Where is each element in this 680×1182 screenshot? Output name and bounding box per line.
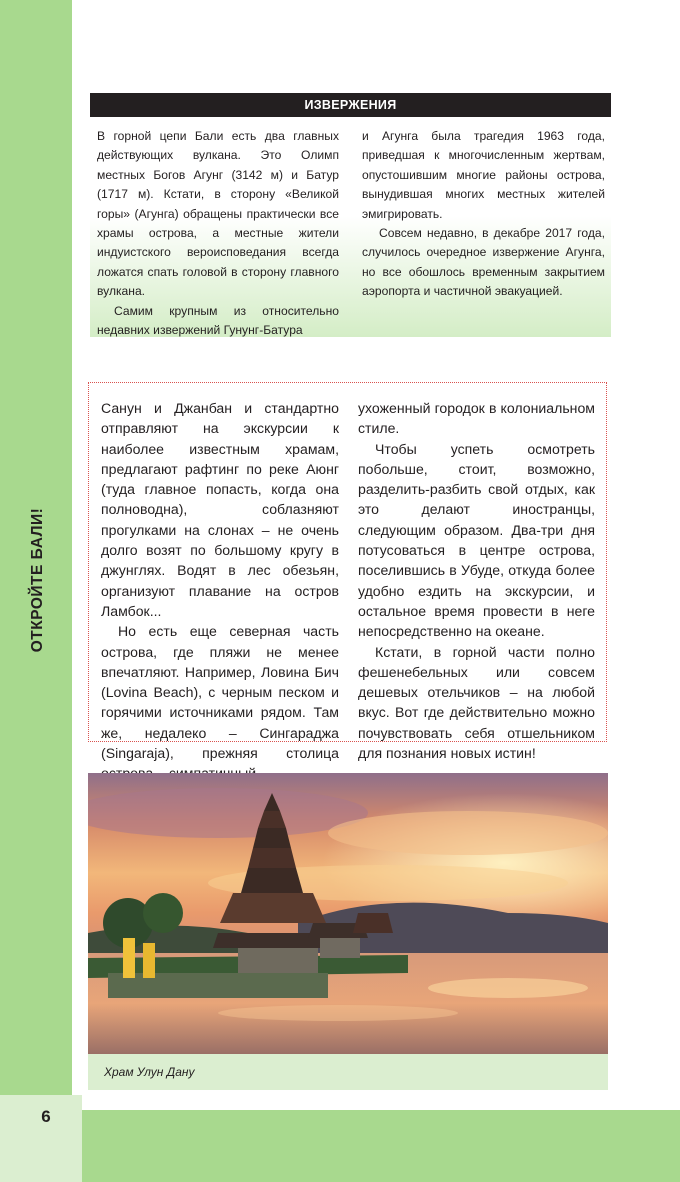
- paragraph: ухоженный городок в колониальном стиле.: [358, 400, 595, 437]
- paragraph: Санун и Джанбан и стандартно отправляют на экскурсии к наиболее известным храмам, предлагают рафтинг по реке Аюнг (туда главное попасть, когда она полноводна), соблазняют прогулками на слонах – не очень долго возят по большому кругу в джунглях. Водят в лес обезьян, организуют плавание на остров Ламбок...: [101, 400, 339, 619]
- photo-caption: Храм Улун Дану: [88, 1054, 608, 1090]
- paragraph: Совсем недавно, в декабре 2017 года, случилось очередное извержение Агунга, но все обошлось временным закрытием аэропорта и частичной эвакуацией.: [362, 226, 605, 299]
- paragraph: Самим крупным из относительно недавних извержений Гунунг-Батура: [97, 303, 339, 338]
- paragraph: Кстати, в горной части полно фешенебельных или совсем дешевых отельчиков – на любой вкус. Вот где действительно можно почувствовать себя отшельником для познания новых истин!: [358, 643, 595, 762]
- bottom-color-bar: [0, 1110, 680, 1182]
- side-chapter-title: ОТКРОЙТЕ БАЛИ!: [29, 507, 46, 653]
- paragraph: В горной цепи Бали есть два главных действующих вулкана. Это Олимп местных Богов Агунг (3142 м) и Батур (1717 м). Кстати, в сторону «Великой горы» (Агунга) обращены практически все храмы острова, а местные жители индуистского вероисповедания всегда ложатся спать головой в сторону главного вулкана.: [97, 129, 339, 299]
- page-number: 6: [41, 1107, 51, 1126]
- main-text-column-left: [101, 398, 339, 784]
- eruptions-box-column-left: [97, 127, 339, 340]
- temple-photo: [88, 773, 608, 1054]
- paragraph: Чтобы успеть осмотреть побольше, стоит, возможно, разделить-разбить свой отдых, как это делают иностранцы, следующим образом. Два-три дня потусоваться в центре острова, поселившись в Убуде, откуда более удобно ездить на экскурсии, и остальное время провести в неге непосредственно на океане.: [358, 440, 595, 640]
- paragraph: Но есть еще северная часть острова, где пляжи не менее впечатляют. Например, Ловина Бич (Lovina Beach), с черным песком и горячими источниками рядом. Там же, недалеко – Сингараджа (Singaraja), прежняя столица: [101, 623, 339, 762]
- main-text-column-right: [358, 398, 595, 763]
- eruptions-box-column-right: [362, 127, 605, 302]
- paragraph: и Агунга была трагедия 1963 года, приведшая к многочисленным жертвам, опустошившим многие районы острова, вынудившая многих местных жителей эмигрировать.: [362, 129, 605, 221]
- eruptions-box-heading: ИЗВЕРЖЕНИЯ: [90, 93, 611, 117]
